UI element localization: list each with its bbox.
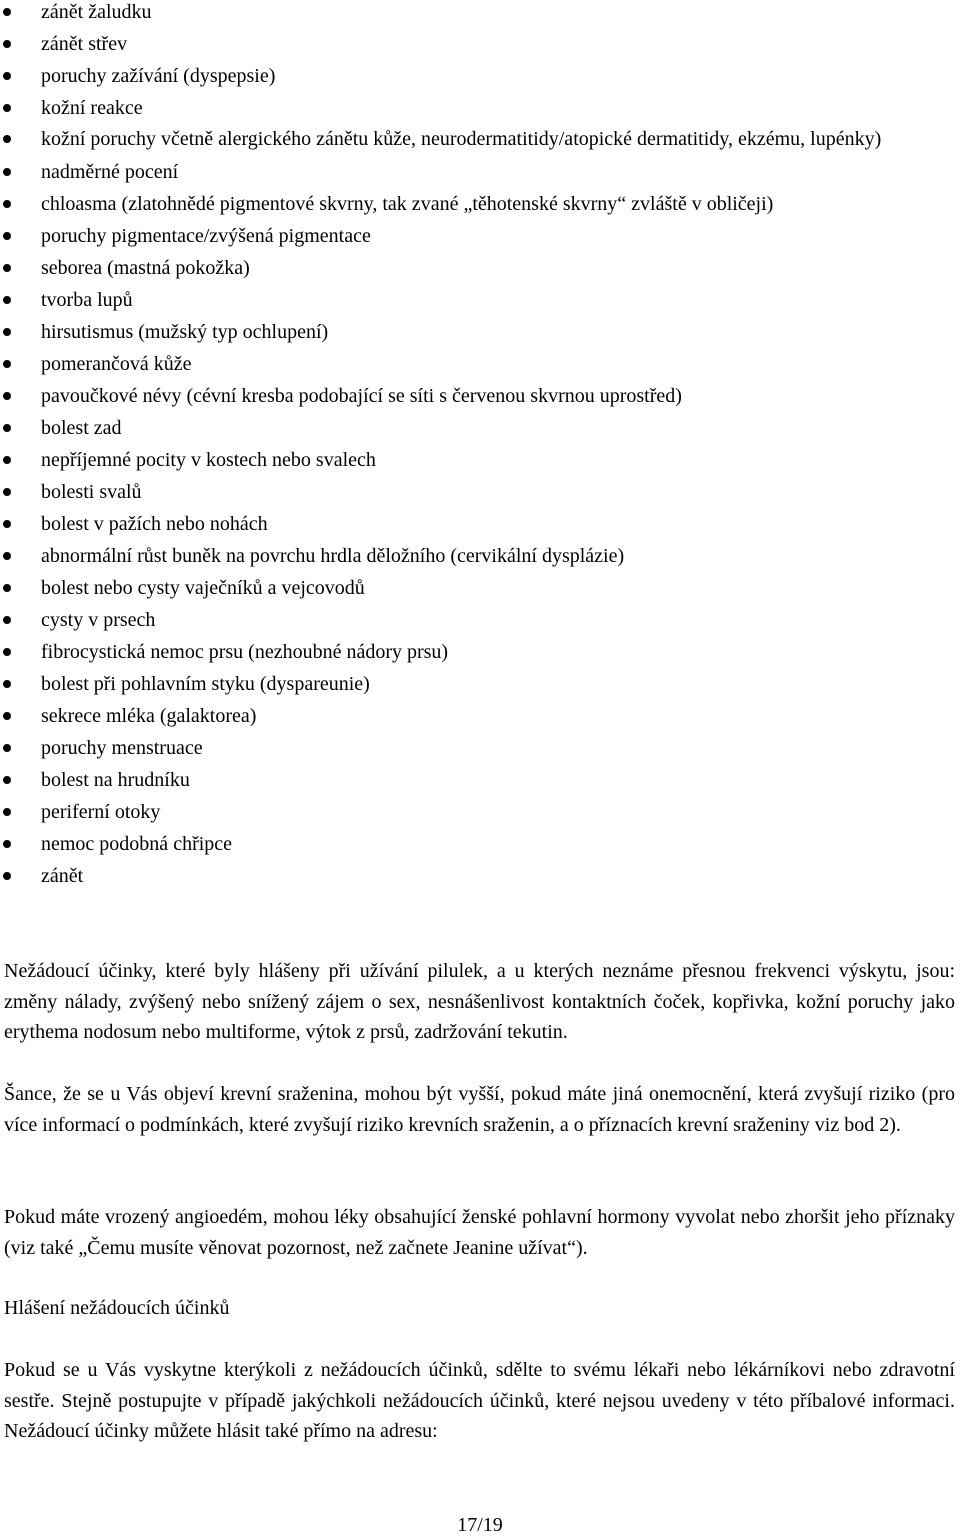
bullet-icon <box>3 616 11 624</box>
bullet-icon <box>3 520 11 528</box>
bullet-icon <box>3 648 11 656</box>
list-item <box>0 476 960 508</box>
page-number: 17/19 <box>457 1514 503 1536</box>
bullet-icon <box>3 776 11 784</box>
list-item <box>0 316 960 348</box>
bullet-icon <box>3 488 11 496</box>
list-item-text: periferní otoky <box>41 801 161 823</box>
list-item-text: zánět žaludku <box>41 1 152 23</box>
list-item <box>0 252 960 284</box>
reporting-paragraph: Pokud se u Vás vyskytne kterýkoli z nežádoucích účinků, sdělte to svému lékaři nebo lékárníkovi nebo zdravotní sestře. Stejně postupujte v případě jakýchkoli nežádoucích účinků, které nejsou uvedeny v této příbalové informaci. Nežádoucí účinky můžete hlásit také přímo na adresu: <box>4 1359 955 1442</box>
list-item <box>0 700 960 732</box>
list-item-text: nadměrné pocení <box>41 161 179 183</box>
list-item <box>0 732 960 764</box>
bullet-icon <box>3 104 11 112</box>
list-item <box>0 412 960 444</box>
bullet-icon <box>3 135 11 143</box>
list-item <box>0 220 960 252</box>
bullet-icon <box>3 840 11 848</box>
list-item-text: chloasma (zlatohnědé pigmentové skvrny, tak zvané „těhotenské skvrny“ zvláště v obličeji) <box>41 193 774 215</box>
list-item-text: bolest v pažích nebo nohách <box>41 513 268 535</box>
bullet-icon <box>3 584 11 592</box>
list-item-text: poruchy pigmentace/zvýšená pigmentace <box>41 225 371 247</box>
list-item <box>0 348 960 380</box>
list-item <box>0 860 960 892</box>
list-item <box>0 604 960 636</box>
bullet-icon <box>3 808 11 816</box>
list-item-text: zánět střev <box>41 33 128 55</box>
bullet-icon <box>3 392 11 400</box>
bullet-icon <box>3 744 11 752</box>
list-item-text: poruchy zažívání (dyspepsie) <box>41 65 276 87</box>
bullet-icon <box>3 8 11 16</box>
list-item-text: poruchy menstruace <box>41 737 203 759</box>
list-item <box>0 0 960 28</box>
list-item <box>0 156 960 188</box>
list-item <box>0 636 960 668</box>
list-item-text: bolesti svalů <box>41 481 142 503</box>
bullet-icon <box>3 456 11 464</box>
list-item-text: seborea (mastná pokožka) <box>41 257 250 279</box>
bullet-icon <box>3 232 11 240</box>
list-item <box>0 444 960 476</box>
list-item <box>0 668 960 700</box>
list-item-text: nepříjemné pocity v kostech nebo svalech <box>41 449 376 471</box>
bullet-icon <box>3 360 11 368</box>
list-item <box>0 92 960 124</box>
list-item <box>0 284 960 316</box>
list-item <box>0 572 960 604</box>
bullet-icon <box>3 200 11 208</box>
bullet-icon <box>3 72 11 80</box>
list-item <box>0 60 960 92</box>
list-item-text: pavoučkové névy (cévní kresba podobající se síti s červenou skvrnou uprostřed) <box>41 385 682 407</box>
list-item <box>0 828 960 860</box>
reporting-heading: Hlášení nežádoucích účinků <box>4 1297 230 1319</box>
bullet-icon <box>3 424 11 432</box>
blood-clot-risk-paragraph: Šance, že se u Vás objeví krevní sraženina, mohou být vyšší, pokud máte jiná onemocnění, která zvyšují riziko (pro více informací o podmínkách, které zvyšují riziko krevních sraženin, a o příznacích krevní sraženiny viz bod 2). <box>4 1083 955 1136</box>
list-item-text: bolest nebo cysty vaječníků a vejcovodů <box>41 577 365 599</box>
list-item <box>0 540 960 572</box>
list-item-text: pomerančová kůže <box>41 353 192 375</box>
list-item-text: tvorba lupů <box>41 289 133 311</box>
bullet-icon <box>3 328 11 336</box>
list-item <box>0 508 960 540</box>
list-item <box>0 380 960 412</box>
list-item-text: bolest na hrudníku <box>41 769 190 791</box>
list-item <box>0 796 960 828</box>
list-item-text: fibrocystická nemoc prsu (nezhoubné nádory prsu) <box>41 641 449 663</box>
list-item-text: bolest zad <box>41 417 122 439</box>
list-item-text: hirsutismus (mužský typ ochlupení) <box>41 321 329 343</box>
list-item <box>0 124 960 156</box>
list-item-text: kožní reakce <box>41 97 143 119</box>
bullet-icon <box>3 552 11 560</box>
list-item-text: cysty v prsech <box>41 609 156 631</box>
list-item-text: zánět <box>41 865 84 887</box>
bullet-icon <box>3 40 11 48</box>
angioedema-paragraph: Pokud máte vrozený angioedém, mohou léky obsahující ženské pohlavní hormony vyvolat nebo zhoršit jeho příznaky (viz také „Čemu musíte věnovat pozornost, než začnete Jeanine užívat“). <box>4 1206 955 1259</box>
list-item <box>0 764 960 796</box>
list-item <box>0 188 960 220</box>
list-item-text: sekrece mléka (galaktorea) <box>41 705 257 727</box>
list-item-text: kožní poruchy včetně alergického zánětu kůže, neurodermatitidy/atopické dermatitidy, ekzému, lupénky) <box>41 128 882 150</box>
bullet-icon <box>3 680 11 688</box>
bullet-icon <box>3 872 11 880</box>
list-item-text: nemoc podobná chřipce <box>41 833 233 855</box>
list-item <box>0 28 960 60</box>
list-item-text: bolest při pohlavním styku (dyspareunie) <box>41 673 370 695</box>
bullet-icon <box>3 296 11 304</box>
unknown-frequency-paragraph: Nežádoucí účinky, které byly hlášeny při užívání pilulek, a u kterých neznáme přesnou frekvenci výskytu, jsou: změny nálady, zvýšený nebo snížený zájem o sex, nesnášenlivost kontaktních čoček, kopřivka, kožní poruchy jako erythema nodosum nebo multiforme, výtok z prsů, zadržování tekutin. <box>4 960 955 1043</box>
bullet-icon <box>3 264 11 272</box>
list-item-text: abnormální růst buněk na povrchu hrdla děložního (cervikální dysplázie) <box>41 545 625 567</box>
bullet-icon <box>3 168 11 176</box>
bullet-icon <box>3 712 11 720</box>
